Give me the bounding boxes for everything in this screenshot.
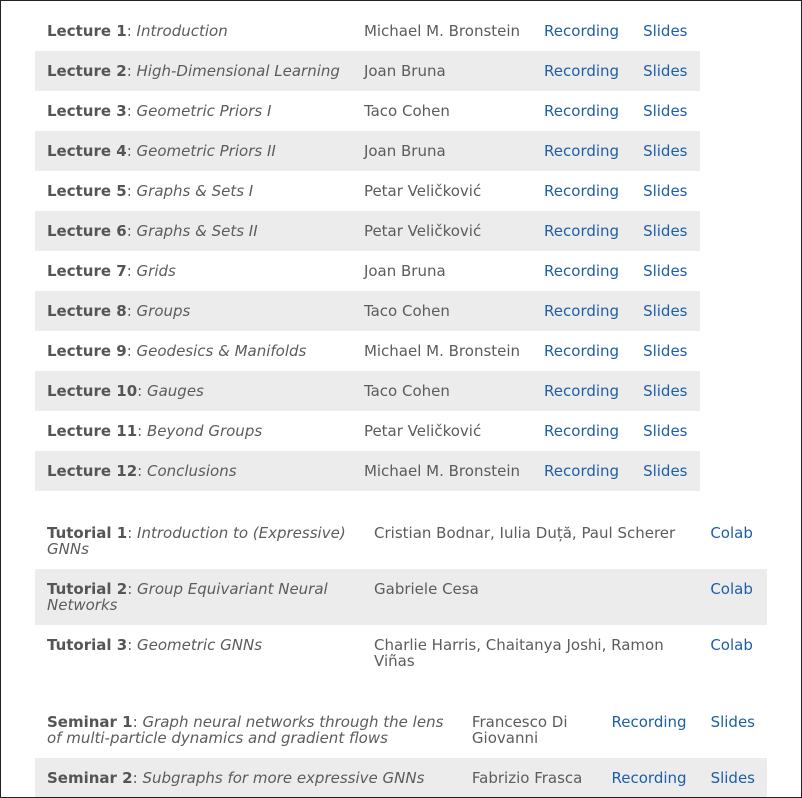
recording-cell [532, 371, 631, 411]
session-title-cell: Lecture 1: Introduction [47, 22, 228, 40]
recording-cell [532, 11, 631, 51]
session-title-cell: Lecture 6: Graphs & Sets II [47, 222, 258, 240]
session-number: Lecture 4 [47, 142, 127, 160]
session-number: Lecture 11 [47, 422, 138, 440]
speaker-name: Michael M. Bronstein [363, 22, 521, 40]
recording-cell [532, 91, 631, 131]
slides-cell [699, 702, 767, 758]
slides-link[interactable]: Slides [643, 462, 688, 480]
lecture-row [35, 171, 700, 211]
slides-link[interactable]: Slides [643, 182, 688, 200]
session-title-cell: Lecture 11: Beyond Groups [47, 422, 263, 440]
session-number: Seminar 2 [47, 769, 133, 787]
slides-cell [631, 371, 699, 411]
tutorial-row [35, 625, 767, 681]
slides-link[interactable]: Slides [710, 713, 755, 731]
recording-link[interactable]: Recording [544, 462, 620, 480]
speaker-name: Michael M. Bronstein [363, 342, 521, 360]
session-title: Group Equivariant Neural Networks [47, 580, 328, 614]
session-title-cell: Seminar 2: Subgraphs for more expressive GNNs [47, 769, 425, 787]
speaker-name: Taco Cohen [363, 302, 450, 320]
lecture-row [35, 211, 700, 251]
slides-cell [699, 758, 767, 798]
speaker-name: Francesco Di Giovanni [471, 713, 568, 747]
session-number: Lecture 5 [47, 182, 127, 200]
lecture-row [35, 451, 700, 491]
slides-cell [631, 451, 699, 491]
session-title: Geometric Priors II [136, 142, 276, 160]
slides-link[interactable]: Slides [643, 102, 688, 120]
session-number: Lecture 10 [47, 382, 138, 400]
session-title-cell: Lecture 10: Gauges [47, 382, 204, 400]
session-number: Tutorial 3 [47, 636, 128, 654]
speaker-names: Cristian Bodnar, Iulia Duță, Paul Scherer [374, 524, 676, 542]
lecture-row [35, 331, 700, 371]
session-number: Lecture 7 [47, 262, 127, 280]
recording-link[interactable]: Recording [544, 142, 620, 160]
recording-link[interactable]: Recording [544, 302, 620, 320]
recording-link[interactable]: Recording [544, 62, 620, 80]
recording-link[interactable]: Recording [611, 769, 687, 787]
colab-cell [698, 625, 767, 681]
session-number: Lecture 1 [47, 22, 127, 40]
session-title-cell: Tutorial 2: Group Equivariant Neural Networks [47, 580, 328, 614]
lecture-row [35, 411, 700, 451]
session-title: Graphs & Sets II [136, 222, 258, 240]
session-title: Geometric Priors I [136, 102, 272, 120]
seminar-row [35, 702, 767, 758]
session-number: Lecture 6 [47, 222, 127, 240]
session-title-cell: Lecture 5: Graphs & Sets I [47, 182, 254, 200]
slides-cell [631, 11, 699, 51]
session-title-cell: Tutorial 1: Introduction to (Expressive) GNNs [47, 524, 346, 558]
session-title: Introduction to (Expressive) GNNs [47, 524, 346, 558]
session-number: Lecture 9 [47, 342, 127, 360]
session-title-cell: Lecture 12: Conclusions [47, 462, 237, 480]
session-number: Tutorial 1 [47, 524, 128, 542]
tutorial-row [35, 513, 767, 569]
speaker-name: Petar Veličković [363, 182, 482, 200]
lectures-table [35, 11, 700, 491]
session-number: Lecture 2 [47, 62, 127, 80]
lecture-row [35, 251, 700, 291]
slides-cell [631, 171, 699, 211]
recording-cell [532, 331, 631, 371]
seminar-row [35, 758, 767, 798]
session-title: Introduction [136, 22, 228, 40]
session-title-cell: Seminar 1: Graph neural networks through the lens of multi-particle dynamics and gradient flows [47, 713, 444, 747]
lecture-row [35, 91, 700, 131]
slides-cell [631, 51, 699, 91]
speaker-name: Michael M. Bronstein [363, 462, 521, 480]
tutorials-table [35, 513, 767, 681]
colab-link[interactable]: Colab [710, 524, 753, 542]
recording-cell [532, 251, 631, 291]
slides-cell [631, 291, 699, 331]
session-number: Seminar 1 [47, 713, 133, 731]
slides-link[interactable]: Slides [643, 222, 688, 240]
speaker-name: Joan Bruna [363, 62, 446, 80]
session-number: Lecture 3 [47, 102, 127, 120]
session-title: Subgraphs for more expressive GNNs [142, 769, 425, 787]
slides-cell [631, 211, 699, 251]
recording-cell [600, 702, 699, 758]
lecture-row [35, 51, 700, 91]
slides-link[interactable]: Slides [643, 262, 688, 280]
slides-link[interactable]: Slides [643, 142, 688, 160]
session-title: Beyond Groups [146, 422, 263, 440]
session-title: Gauges [146, 382, 204, 400]
slides-link[interactable]: Slides [643, 422, 688, 440]
speaker-names: Gabriele Cesa [374, 580, 479, 598]
recording-cell [532, 451, 631, 491]
session-number: Tutorial 2 [47, 580, 128, 598]
session-title: Graph neural networks through the lens of multi-particle dynamics and gradient flows [47, 713, 444, 747]
session-title: Conclusions [146, 462, 237, 480]
speaker-name: Petar Veličković [363, 222, 482, 240]
slides-link[interactable]: Slides [643, 342, 688, 360]
session-title-cell: Lecture 4: Geometric Priors II [47, 142, 276, 160]
colab-cell [698, 513, 767, 569]
slides-link[interactable]: Slides [643, 382, 688, 400]
recording-link[interactable]: Recording [544, 382, 620, 400]
speaker-name: Joan Bruna [363, 142, 446, 160]
recording-link[interactable]: Recording [544, 102, 620, 120]
recording-cell [532, 131, 631, 171]
session-title-cell: Lecture 8: Groups [47, 302, 191, 320]
recording-link[interactable]: Recording [544, 342, 620, 360]
seminars-table [35, 702, 767, 798]
recording-cell [532, 291, 631, 331]
slides-link[interactable]: Slides [643, 22, 688, 40]
speaker-names: Charlie Harris, Chaitanya Joshi, Ramon Viñas [374, 636, 664, 670]
recording-link[interactable]: Recording [544, 222, 620, 240]
session-title: Grids [136, 262, 176, 280]
colab-cell [698, 569, 767, 625]
recording-cell [532, 171, 631, 211]
recording-cell [532, 411, 631, 451]
lecture-row [35, 371, 700, 411]
slides-cell [631, 411, 699, 451]
slides-link[interactable]: Slides [643, 62, 688, 80]
recording-link[interactable]: Recording [544, 262, 620, 280]
speaker-name: Petar Veličković [363, 422, 482, 440]
lecture-row [35, 11, 700, 51]
speaker-name: Taco Cohen [363, 102, 450, 120]
session-number: Lecture 12 [47, 462, 138, 480]
lecture-row [35, 131, 700, 171]
colab-link[interactable]: Colab [710, 636, 753, 654]
session-title: Groups [136, 302, 191, 320]
session-title: Graphs & Sets I [136, 182, 254, 200]
session-title-cell: Lecture 7: Grids [47, 262, 176, 280]
recording-cell [532, 51, 631, 91]
session-title: High-Dimensional Learning [136, 62, 340, 80]
slides-cell [631, 131, 699, 171]
slides-link[interactable]: Slides [710, 769, 755, 787]
session-title-cell: Lecture 3: Geometric Priors I [47, 102, 272, 120]
session-title-cell: Lecture 9: Geodesics & Manifolds [47, 342, 307, 360]
session-title: Geometric GNNs [137, 636, 263, 654]
recording-link[interactable]: Recording [544, 422, 620, 440]
session-title-cell: Tutorial 3: Geometric GNNs [47, 636, 263, 654]
slides-cell [631, 91, 699, 131]
colab-link[interactable]: Colab [710, 580, 753, 598]
recording-link[interactable]: Recording [544, 22, 620, 40]
speaker-name: Fabrizio Frasca [471, 769, 583, 787]
session-title: Geodesics & Manifolds [136, 342, 307, 360]
tutorial-row [35, 569, 767, 625]
slides-cell [631, 331, 699, 371]
session-title-cell: Lecture 2: High-Dimensional Learning [47, 62, 340, 80]
recording-link[interactable]: Recording [544, 182, 620, 200]
speaker-name: Taco Cohen [363, 382, 450, 400]
lecture-row [35, 291, 700, 331]
slides-cell [631, 251, 699, 291]
recording-cell [532, 211, 631, 251]
speaker-name: Joan Bruna [363, 262, 446, 280]
recording-link[interactable]: Recording [611, 713, 687, 731]
recording-cell [600, 758, 699, 798]
slides-link[interactable]: Slides [643, 302, 688, 320]
session-number: Lecture 8 [47, 302, 127, 320]
